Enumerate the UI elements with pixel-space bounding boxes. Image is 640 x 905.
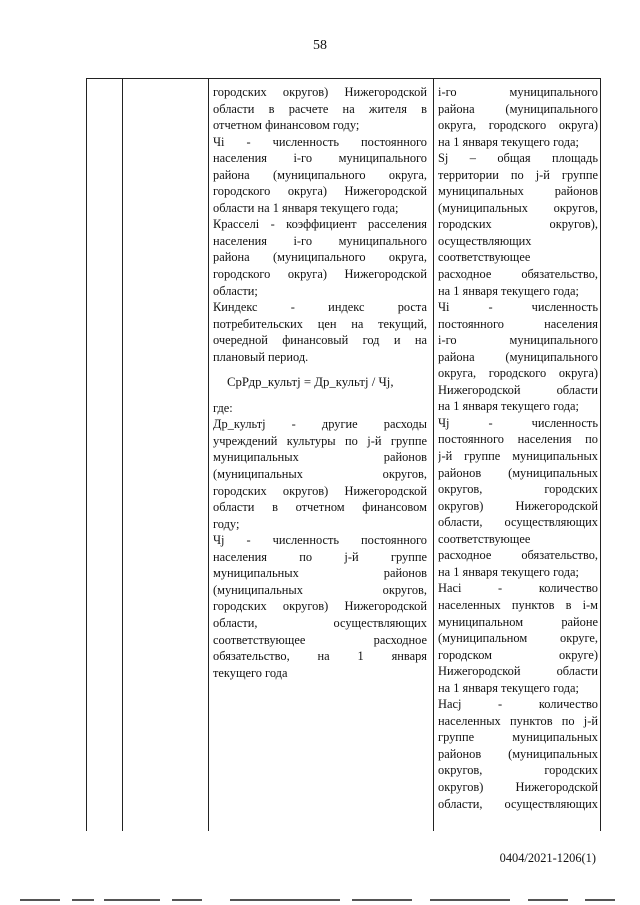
column-4-line: Sj – общая площадь [438, 151, 598, 166]
column-4-line: Насі - количество [438, 581, 598, 596]
column-3-line: Др_культj - другие расходы [213, 417, 427, 432]
column-4-line: Насj - количество [438, 697, 598, 712]
column-3-line: городского округа) Нижегородской [213, 267, 427, 282]
column-4-line: Нижегородской области [438, 664, 598, 679]
column-3-line: населения по j-й группе [213, 549, 427, 564]
column-3-line: учреждений культуры по j-й группе [213, 433, 427, 448]
column-3-line: Красселі - коэффициент расселения [213, 217, 427, 232]
table-column-3-text [209, 79, 434, 831]
column-4-line: осуществляющих [438, 233, 532, 248]
table-column-1 [87, 79, 123, 831]
column-3-line: Киндекс - индекс роста [213, 300, 427, 315]
column-3-line: района (муниципального округа, [213, 250, 427, 265]
column-4-line: муниципальных районов [438, 184, 598, 199]
column-3-line: области, осуществляющих [213, 615, 427, 630]
column-3-line: муниципальных районов [213, 566, 427, 581]
column-3-line: муниципальных районов [213, 450, 427, 465]
column-4-line: населенных пунктов по j-й [438, 713, 598, 728]
column-4-line: на 1 января текущего года; [438, 134, 579, 149]
scan-edge-artifact [0, 896, 640, 905]
column-4-line: расходное обязательство, [438, 267, 598, 282]
column-3-line: плановый период. [213, 349, 309, 364]
column-4-line: округов, городских [438, 763, 598, 778]
column-4-line: городском округе) [438, 647, 598, 662]
column-4-line: соответствующее [438, 250, 531, 265]
table-column-2 [123, 79, 209, 831]
column-4-line: округа, городского округа) [438, 118, 598, 133]
column-4-line: округов) Нижегородской [438, 498, 598, 513]
column-4-line: группе муниципальных [438, 730, 598, 745]
column-3-spacer [213, 365, 427, 374]
column-3-line: обязательство, на 1 января [213, 649, 427, 664]
column-4-line: Чj - численность [438, 415, 598, 430]
column-3-line: соответствующее расходное [213, 632, 427, 647]
column-4-line: муниципальном районе [438, 614, 598, 629]
formula-line: СрРдр_культj = Др_культj / Чj, [227, 375, 394, 390]
column-3-line: области; [213, 283, 258, 298]
column-3-line: населения і-го муниципального [213, 151, 427, 166]
column-3-line: городских округов) Нижегородской [213, 483, 427, 498]
column-4-line: округа, городского округа) [438, 366, 598, 381]
column-4-line: постоянного населения по [438, 432, 598, 447]
column-3-line: городского округа) Нижегородской [213, 184, 427, 199]
column-4-line: районов (муниципальных [438, 465, 598, 480]
column-4-line: постоянного населения [438, 316, 598, 331]
column-3-line: (муниципальных округов, [213, 467, 427, 482]
column-4-line: округов) Нижегородской [438, 779, 598, 794]
column-4-line: на 1 января текущего года; [438, 564, 579, 579]
column-4-line: Нижегородской области [438, 382, 598, 397]
column-4-line: расходное обязательство, [438, 548, 598, 563]
column-3-line: году; [213, 516, 240, 531]
column-3-line: района (муниципального округа, [213, 167, 427, 182]
column-3-line: области на 1 января текущего года; [213, 200, 399, 215]
column-4-line: соответствующее [438, 531, 531, 546]
column-3-line: очередной финансовый год и на [213, 333, 427, 348]
column-3-line: текущего года [213, 665, 288, 680]
column-3-line: Чj - численность постоянного [213, 533, 427, 548]
column-4-line: на 1 января текущего года; [438, 399, 579, 414]
column-3-line: (муниципальных округов, [213, 582, 427, 597]
column-3-line: городских округов) Нижегородской [213, 85, 427, 99]
column-4-line: (муниципальных округов, [438, 200, 598, 215]
page-number: 58 [313, 38, 327, 53]
column-3-line: потребительских цен на текущий, [213, 316, 427, 331]
table-column-4-text [434, 79, 601, 831]
document-footer-code: 0404/2021-1206(1) [499, 851, 596, 865]
column-4-line: городских округов), [438, 217, 598, 232]
column-3-spacer [213, 391, 427, 400]
column-3-line: населения і-го муниципального [213, 233, 427, 248]
column-3-line: где: [213, 400, 233, 415]
column-4-line: области, осуществляющих [438, 515, 598, 530]
column-3-line: области в расчете на жителя в [213, 101, 427, 116]
column-4-line: района (муниципального [438, 349, 598, 364]
column-3-line: области в отчетном финансовом [213, 500, 427, 515]
column-4-line: (муниципальном округе, [438, 631, 598, 646]
column-4-line: і-го муниципального [438, 85, 598, 99]
column-4-line: на 1 января текущего года; [438, 680, 579, 695]
document-table [86, 78, 601, 831]
column-4-line: населенных пунктов в і-м [438, 597, 598, 612]
column-4-line: Чі - численность [438, 300, 598, 315]
column-4-line: j-й группе муниципальных [438, 449, 598, 464]
column-3-line: Чі - численность постоянного [213, 134, 427, 149]
column-4-line: на 1 января текущего года; [438, 283, 579, 298]
column-3-line: городских округов) Нижегородской [213, 599, 427, 614]
column-4-line: территории по j-й группе [438, 167, 598, 182]
column-4-line: і-го муниципального [438, 333, 598, 348]
column-4-line: районов (муниципальных [438, 746, 598, 761]
column-4-line: района (муниципального [438, 101, 598, 116]
column-4-line: округов, городских [438, 482, 598, 497]
column-4-line: области, осуществляющих [438, 796, 598, 811]
column-3-line: отчетном финансовом году; [213, 118, 360, 133]
